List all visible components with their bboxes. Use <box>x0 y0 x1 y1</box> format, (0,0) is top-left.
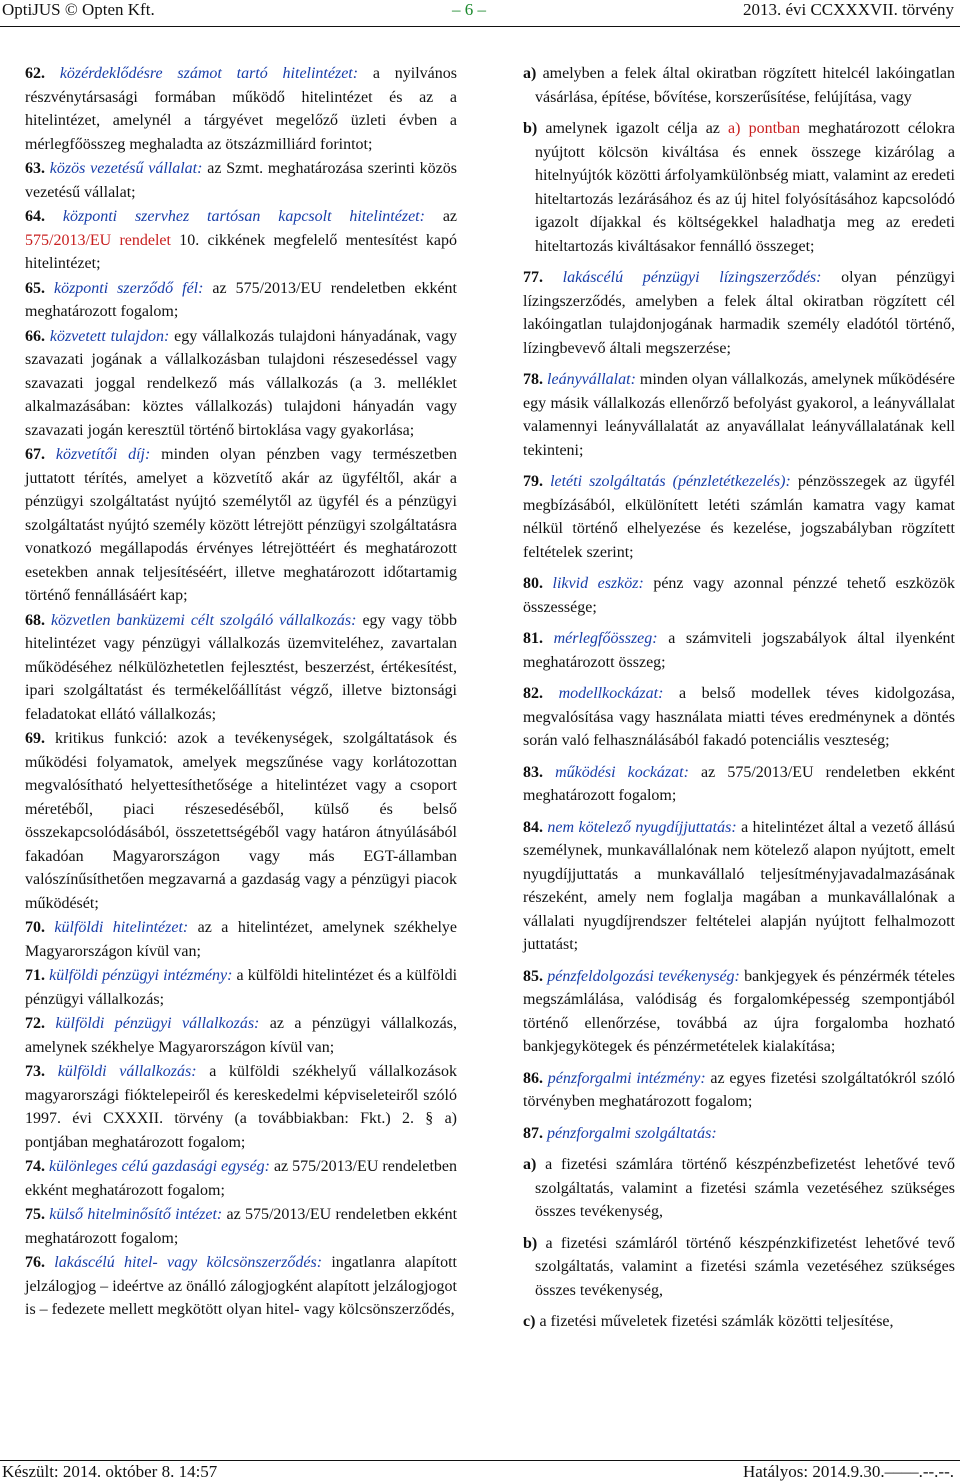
defined-term: működési kockázat: <box>555 763 689 781</box>
item-text: meghatározott célokra nyújtott kölcsön kiváltása és ennek összege kizárólag a hitelnyújtók közötti árfolyamkülönbség miatt, valamint az eredeti hiteltartozás lezárásához és az új hitel folyósításához kapcsolódó igazolt díjakkal és költségekkel haladhatja meg az eredeti hiteltartozás kiváltásakor fennálló összeget; <box>535 120 955 255</box>
item-text: a külföldi székhelyű vállalkozások magyarországi fióktelepeiről és kereskedelmi képviseleteiről szóló 1997. évi CXXXII. törvény (a továbbiakban: Fkt.) 2. § a) pontjában meghatározott fogalom; <box>25 1063 458 1151</box>
item-text: az 575/2013/EU rendeletben ekként meghatározott fogalom; <box>25 279 458 320</box>
definition-item <box>25 1155 457 1202</box>
defined-term: leányvállalat: <box>547 371 636 388</box>
definition-item <box>523 1310 955 1334</box>
item-text: az Szmt. meghatározása szerinti közös vezetésű vállalat; <box>25 160 457 201</box>
item-text: olyan pénzügyi lízingszerződés, amelyben a felek által okiratban rögzített cél lakóingatlan tulajdonjogának harmadik személy eladótól történő, lízingbevevő általi megszerzése; <box>523 269 956 357</box>
item-text: amelynek igazolt célja az <box>537 120 729 137</box>
definition-item <box>25 205 457 276</box>
item-number: 71. <box>25 967 45 984</box>
effective-date: Hatályos: 2014.9.30.––––.--.--. <box>742 1462 954 1481</box>
item-text: 10. cikkének megfelelő mentesítést kapó hitelintézet; <box>25 231 457 272</box>
definition-item <box>25 157 457 204</box>
page-footer <box>0 1460 960 1481</box>
item-text: az 575/2013/EU rendeletben ekként meghatározott fogalom; <box>523 763 955 804</box>
defined-term: nem kötelező nyugdíjjuttatás: <box>547 818 737 836</box>
definition-item <box>523 572 955 619</box>
item-text: a fizetési számláról történő készpénzkifizetést lehetővé tevő szolgáltatás, valamint a fizetési számla vezetéséhez szükséges összes tevékenység, <box>535 1234 955 1299</box>
item-number: 76. <box>25 1254 45 1271</box>
defined-term: külföldi hitelintézet: <box>54 919 189 936</box>
defined-term: letéti szolgáltatás (pénzletétkezelés): <box>550 473 791 490</box>
definition-item <box>523 1122 955 1146</box>
definition-item <box>25 1060 457 1154</box>
item-text: az a hitelintézet, amelynek székhelye Magyarországon kívül van; <box>25 919 458 960</box>
item-text: minden olyan vállalkozás, amelynek működésére egy másik vállalkozás ellenőrző befolyást gyakorol, a leányvállalat valamennyi leányvállalatát az anyavállalat leányvállalatának kell tekinteni; <box>523 371 956 459</box>
item-text: az 575/2013/EU rendeletben ekként meghatározott fogalom; <box>25 1158 458 1199</box>
cross-reference: a) pontban <box>728 120 801 137</box>
page-header <box>0 0 960 26</box>
item-text: az <box>424 208 458 225</box>
item-number: 62. <box>25 65 45 82</box>
definition-item <box>25 277 457 324</box>
item-number: 63. <box>25 160 45 177</box>
item-text: bankjegyek és pénzérmék tételes megszámlálása, valódiság és forgalomképesség szempontjából történő ellenőrzése, továbbá az újra forgalomba hozható bankjegykötegek és pénzérmetételek kialakítása; <box>523 967 955 1055</box>
item-number: b) <box>523 1234 538 1252</box>
item-number: 73. <box>25 1063 45 1080</box>
defined-term: központi szervhez tartósan kapcsolt hitelintézet: <box>62 208 425 225</box>
definition-item <box>523 1153 955 1224</box>
item-text: pénzösszegek az ügyfél megbízásából, elkülönített letéti számlán kamatra vagy kamat nélkül történő elhelyezése és kezelése, jogszabályban rögzített feltételek szerint; <box>523 473 955 561</box>
definition-item <box>523 816 955 957</box>
definition-item <box>523 368 955 462</box>
defined-term: mérlegfőösszeg: <box>553 630 658 647</box>
definition-item <box>25 62 457 156</box>
definition-item <box>523 470 955 564</box>
defined-term: közvetítői díj: <box>55 446 151 463</box>
header-rule <box>0 26 960 27</box>
item-text: a számviteli jogszabályok által ilyenként meghatározott összeg; <box>523 630 955 671</box>
defined-term: közvetett tulajdon: <box>49 327 170 345</box>
left-column <box>25 62 457 1323</box>
item-text: egy vagy több hitelintézet vagy pénzügyi vállalkozás üzemviteléhez, zavartalan működéséhez nélkülözhetetlen fejlesztést, beszerzést, értékesítést, ipari szolgáltatást és termékelőállítást végző, illetve biztonsági feladatokat ellátó vállalkozás; <box>25 611 457 723</box>
definition-item <box>25 964 457 1011</box>
definition-item <box>25 609 457 727</box>
definition-item <box>523 1232 955 1303</box>
item-number: 72. <box>25 1015 45 1032</box>
defined-term: pénzfeldolgozási tevékenység: <box>547 967 740 985</box>
item-text: a külföldi hitelintézet és a külföldi pénzügyi vállalkozás; <box>25 967 458 1008</box>
footer-rule <box>0 1460 960 1461</box>
item-text: pénz vagy azonnal pénzzé tehető eszközök összessége; <box>523 575 956 616</box>
item-number: 85. <box>523 967 543 985</box>
item-text: a nyilvános részvénytársasági formában működő hitelintézet és az a hitelintézet, amelynél a tárgyévet megelőző üzleti évben a mérlegfőösszeg meghaladta az ötszázmilliárd forintot; <box>25 65 458 153</box>
definition-item <box>25 727 457 915</box>
item-text: az 575/2013/EU rendeletben ekként meghatározott fogalom; <box>25 1206 458 1247</box>
item-number: b) <box>523 120 538 137</box>
item-number: 66. <box>25 327 45 345</box>
item-text: a hitelintézet által a vezető állású személynek, munkavállalónak nem kötelező alapon nyújtott, emelt nyugdíjjuttatás a munkavállaló teljesítményjavadalmazásának részeként, amely nem foglalja magában a munkavállalónak a vállalati nyugdíjrendszer feltételei alapján nyújtott felhalmozott juttatást; <box>523 818 956 953</box>
definition-item <box>523 1067 955 1114</box>
right-column <box>523 62 955 1342</box>
defined-term: közérdeklődésre számot tartó hitelintézet: <box>59 65 359 82</box>
item-number: 67. <box>25 446 45 463</box>
item-number: 65. <box>25 279 45 297</box>
created-date: Készült: 2014. október 8. 14:57 <box>2 1462 218 1481</box>
item-number: a) <box>523 1156 537 1173</box>
item-number: 68. <box>25 611 45 629</box>
item-number: 86. <box>523 1069 543 1087</box>
definition-item <box>523 761 955 808</box>
definition-item <box>25 1203 457 1250</box>
item-text: a fizetési műveletek fizetési számlák közötti teljesítése, <box>535 1313 894 1330</box>
item-number: 70. <box>25 919 45 936</box>
item-number: 77. <box>523 269 543 286</box>
defined-term: központi szerződő fél: <box>53 279 204 297</box>
item-number: a) <box>523 65 537 82</box>
definition-item <box>25 916 457 963</box>
page-number: – 6 – <box>452 0 486 19</box>
item-text: a belső modellek téves kidolgozása, megvalósítása vagy használata miatti téves eredménynek a döntés során való felhasználásából fakadó potenciális veszteség; <box>523 685 955 749</box>
publisher-label: OptiJUS © Opten Kft. <box>2 0 155 19</box>
item-text: a fizetési számlára történő készpénzbefizetést lehetővé tevő szolgáltatás, valamint a fizetési számla vezetéséhez szükséges összes tevékenység, <box>535 1156 955 1220</box>
defined-term: lakáscélú hitel- vagy kölcsönszerződés: <box>54 1254 323 1271</box>
item-number: 81. <box>523 630 543 647</box>
item-text: az egyes fizetési szolgáltatókról szóló törvényben meghatározott fogalom; <box>523 1069 956 1110</box>
definition-item <box>25 443 457 608</box>
item-text: kritikus funkció: azok a tevékenységek, szolgáltatások és működési folyamatok, amelyek megszűnése vagy korlátozottan megvalósítható helyettesíthetősége a hitelintézet vagy a csoport méretéből, piaci részesedéséből, külső és belső összekapcsolódásából, összetettségéből vagy határon átnyúlásából fakadóan Magyarországon vagy más EGT-államban valószínűsíthetően megzavarná a gazdaság vagy a pénzügyi piacok működését; <box>25 730 457 912</box>
defined-term: pénzforgalmi intézmény: <box>547 1069 706 1087</box>
definition-item <box>523 965 955 1059</box>
definition-item <box>523 62 955 109</box>
defined-term: külföldi pénzügyi intézmény: <box>49 967 233 984</box>
definition-item <box>523 682 955 753</box>
cross-reference: 575/2013/EU rendelet <box>25 231 171 249</box>
item-text: ingatlanra alapított jelzálogjog – ideértve az önálló zálogjogként alapított jelzálogjogot is – fedezete mellett megkötött olyan hitel- vagy kölcsönszerződés, <box>25 1254 457 1318</box>
item-number: 87. <box>523 1124 543 1142</box>
defined-term: külső hitelminősítő intézet: <box>49 1206 223 1223</box>
definition-item <box>523 627 955 674</box>
item-number: c) <box>523 1313 536 1330</box>
item-number: 75. <box>25 1206 45 1223</box>
defined-term: közvetlen banküzemi célt szolgáló vállalkozás: <box>50 611 357 629</box>
item-number: 80. <box>523 575 543 592</box>
definition-item <box>25 1251 457 1322</box>
defined-term: modellkockázat: <box>558 685 664 702</box>
item-number: 84. <box>523 818 543 836</box>
item-text: minden olyan pénzben vagy természetben juttatott térítés, amelyet a közvetítő akár az ügyféltől, akár a pénzügyi szolgáltatást nyújtó személytől az ügyfél és a pénzügyi szolgáltatást nyújtó személy között létrejött pénzügyi szolgáltatásra vonatkozó megállapodás érvényes létrejöttéért és meghatározott esetekben annak teljesítéséért, illetve meghatározott időtartamig történő fennállásáért kap; <box>25 446 457 604</box>
definition-item <box>25 325 457 443</box>
defined-term: külföldi vállalkozás: <box>57 1063 197 1080</box>
item-number: 78. <box>523 371 543 388</box>
item-text: az a pénzügyi vállalkozás, amelynek székhelye Magyarországon kívül van; <box>25 1015 458 1056</box>
item-text: egy vállalkozás tulajdoni hányadának, vagy szavazati jogának a vállalkozásban tulajdoni részesedéssel vagy szavazati joggal rendelkező más vállalkozás (a 3. melléklet alkalmazásában: köztes vállalkozás) tulajdoni hányadán vagy szavazati jogán keresztül történő birtoklása vagy gyakorlása; <box>25 327 457 439</box>
defined-term: likvid eszköz: <box>552 575 644 592</box>
defined-term: különleges célú gazdasági egység: <box>49 1158 270 1175</box>
item-number: 82. <box>523 685 543 702</box>
item-text: amelyben a felek által okiratban rögzített hitelcél lakóingatlan vásárlása, építése, bővítése, korszerűsítése, felújítása, vagy <box>535 65 955 106</box>
definition-item <box>523 266 955 360</box>
defined-term: lakáscélú pénzügyi lízingszerződés: <box>562 269 822 286</box>
defined-term: pénzforgalmi szolgáltatás: <box>547 1124 717 1142</box>
item-number: 69. <box>25 730 45 747</box>
item-number: 79. <box>523 473 543 490</box>
definition-item <box>25 1012 457 1059</box>
item-number: 74. <box>25 1158 45 1175</box>
law-title: 2013. évi CCXXXVII. törvény <box>742 0 954 19</box>
defined-term: külföldi pénzügyi vállalkozás: <box>55 1015 260 1032</box>
item-number: 64. <box>25 208 45 225</box>
item-number: 83. <box>523 763 543 781</box>
definition-item <box>523 117 955 258</box>
defined-term: közös vezetésű vállalat: <box>49 160 203 177</box>
